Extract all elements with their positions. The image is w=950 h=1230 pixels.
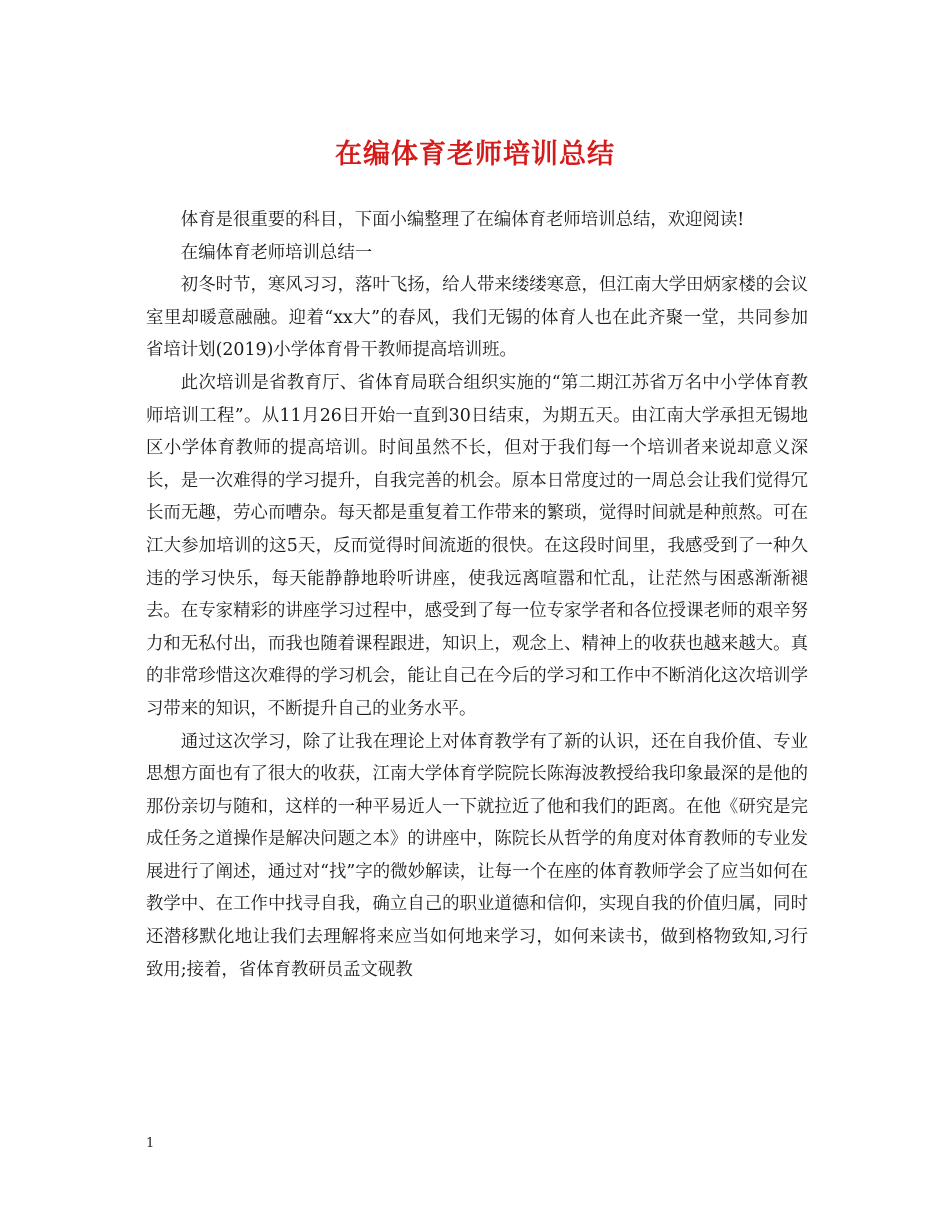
section-heading: 在编体育老师培训总结一 xyxy=(180,242,373,263)
document-title: 在编体育老师培训总结 xyxy=(335,139,615,170)
body-paragraph: 初冬时节，寒风习习，落叶飞扬，给人带来缕缕寒意，但江南大学田炳家楼的会议室里却暖意融融。迎着“xx大”的春风，我们无锡的体育人也在此齐聚一堂，共同参加省培计划(2019)小学体育骨干教师提高培训班。 xyxy=(146,275,808,361)
page-number: 1 xyxy=(146,1136,155,1151)
document-body xyxy=(146,204,808,986)
intro-paragraph: 体育是很重要的科目，下面小编整理了在编体育老师培训总结，欢迎阅读! xyxy=(180,210,745,230)
body-paragraph: 此次培训是省教育厅、省体育局联合组织实施的“第二期江苏省万名中小学体育教师培训工程”。从11月26日开始一直到30日结束，为期五天。由江南大学承担无锡地区小学体育教师的提高培训。时间虽然不长，但对于我们每一个培训者来说却意义深长，是一次难得的学习提升，自我完善的机会。原本日常度过的一周总会让我们觉得冗长而无趣，劳心而嘈杂。每天都是重复着工作带来的繁琐，觉得时间就是种煎熬。可在江大参加培训的这5天，反而觉得时间流逝的很快。在这段时间里，我感受到了一种久违的学习快乐，每天能静静地聆听讲座，使我远离喧嚣和忙乱，让茫然与困惑渐渐褪去。在专家精彩的讲座学习过程中，感受到了每一位专家学者和各位授课老师的艰辛努力和无私付出，而我也随着课程跟进，知识上，观念上、精神上的收获也越来越大。真的非常珍惜这次难得的学习机会，能让自己在今后的学习和工作中不断消化这次培训学习带来的知识，不断提升自己的业务水平。 xyxy=(146,372,808,719)
body-paragraph: 通过这次学习，除了让我在理论上对体育教学有了新的认识，还在自我价值、专业思想方面也有了很大的收获，江南大学体育学院院长陈海波教授给我印象最深的是他的那份亲切与随和，这样的一种平易近人一下就拉近了他和我们的距离。在他《研究是完成任务之道操作是解决问题之本》的讲座中，陈院长从哲学的角度对体育教师的专业发展进行了阐述，通过对“找”字的微妙解读，让每一个在座的体育教师学会了应当如何在教学中、在工作中找寻自我，确立自己的职业道德和信仰，实现自我的价值归属，同时还潜移默化地让我们去理解将来应当如何地来学习，如何来读书，做到格物致知,习行致用;接着，省体育教研员孟文砚教 xyxy=(146,731,808,980)
